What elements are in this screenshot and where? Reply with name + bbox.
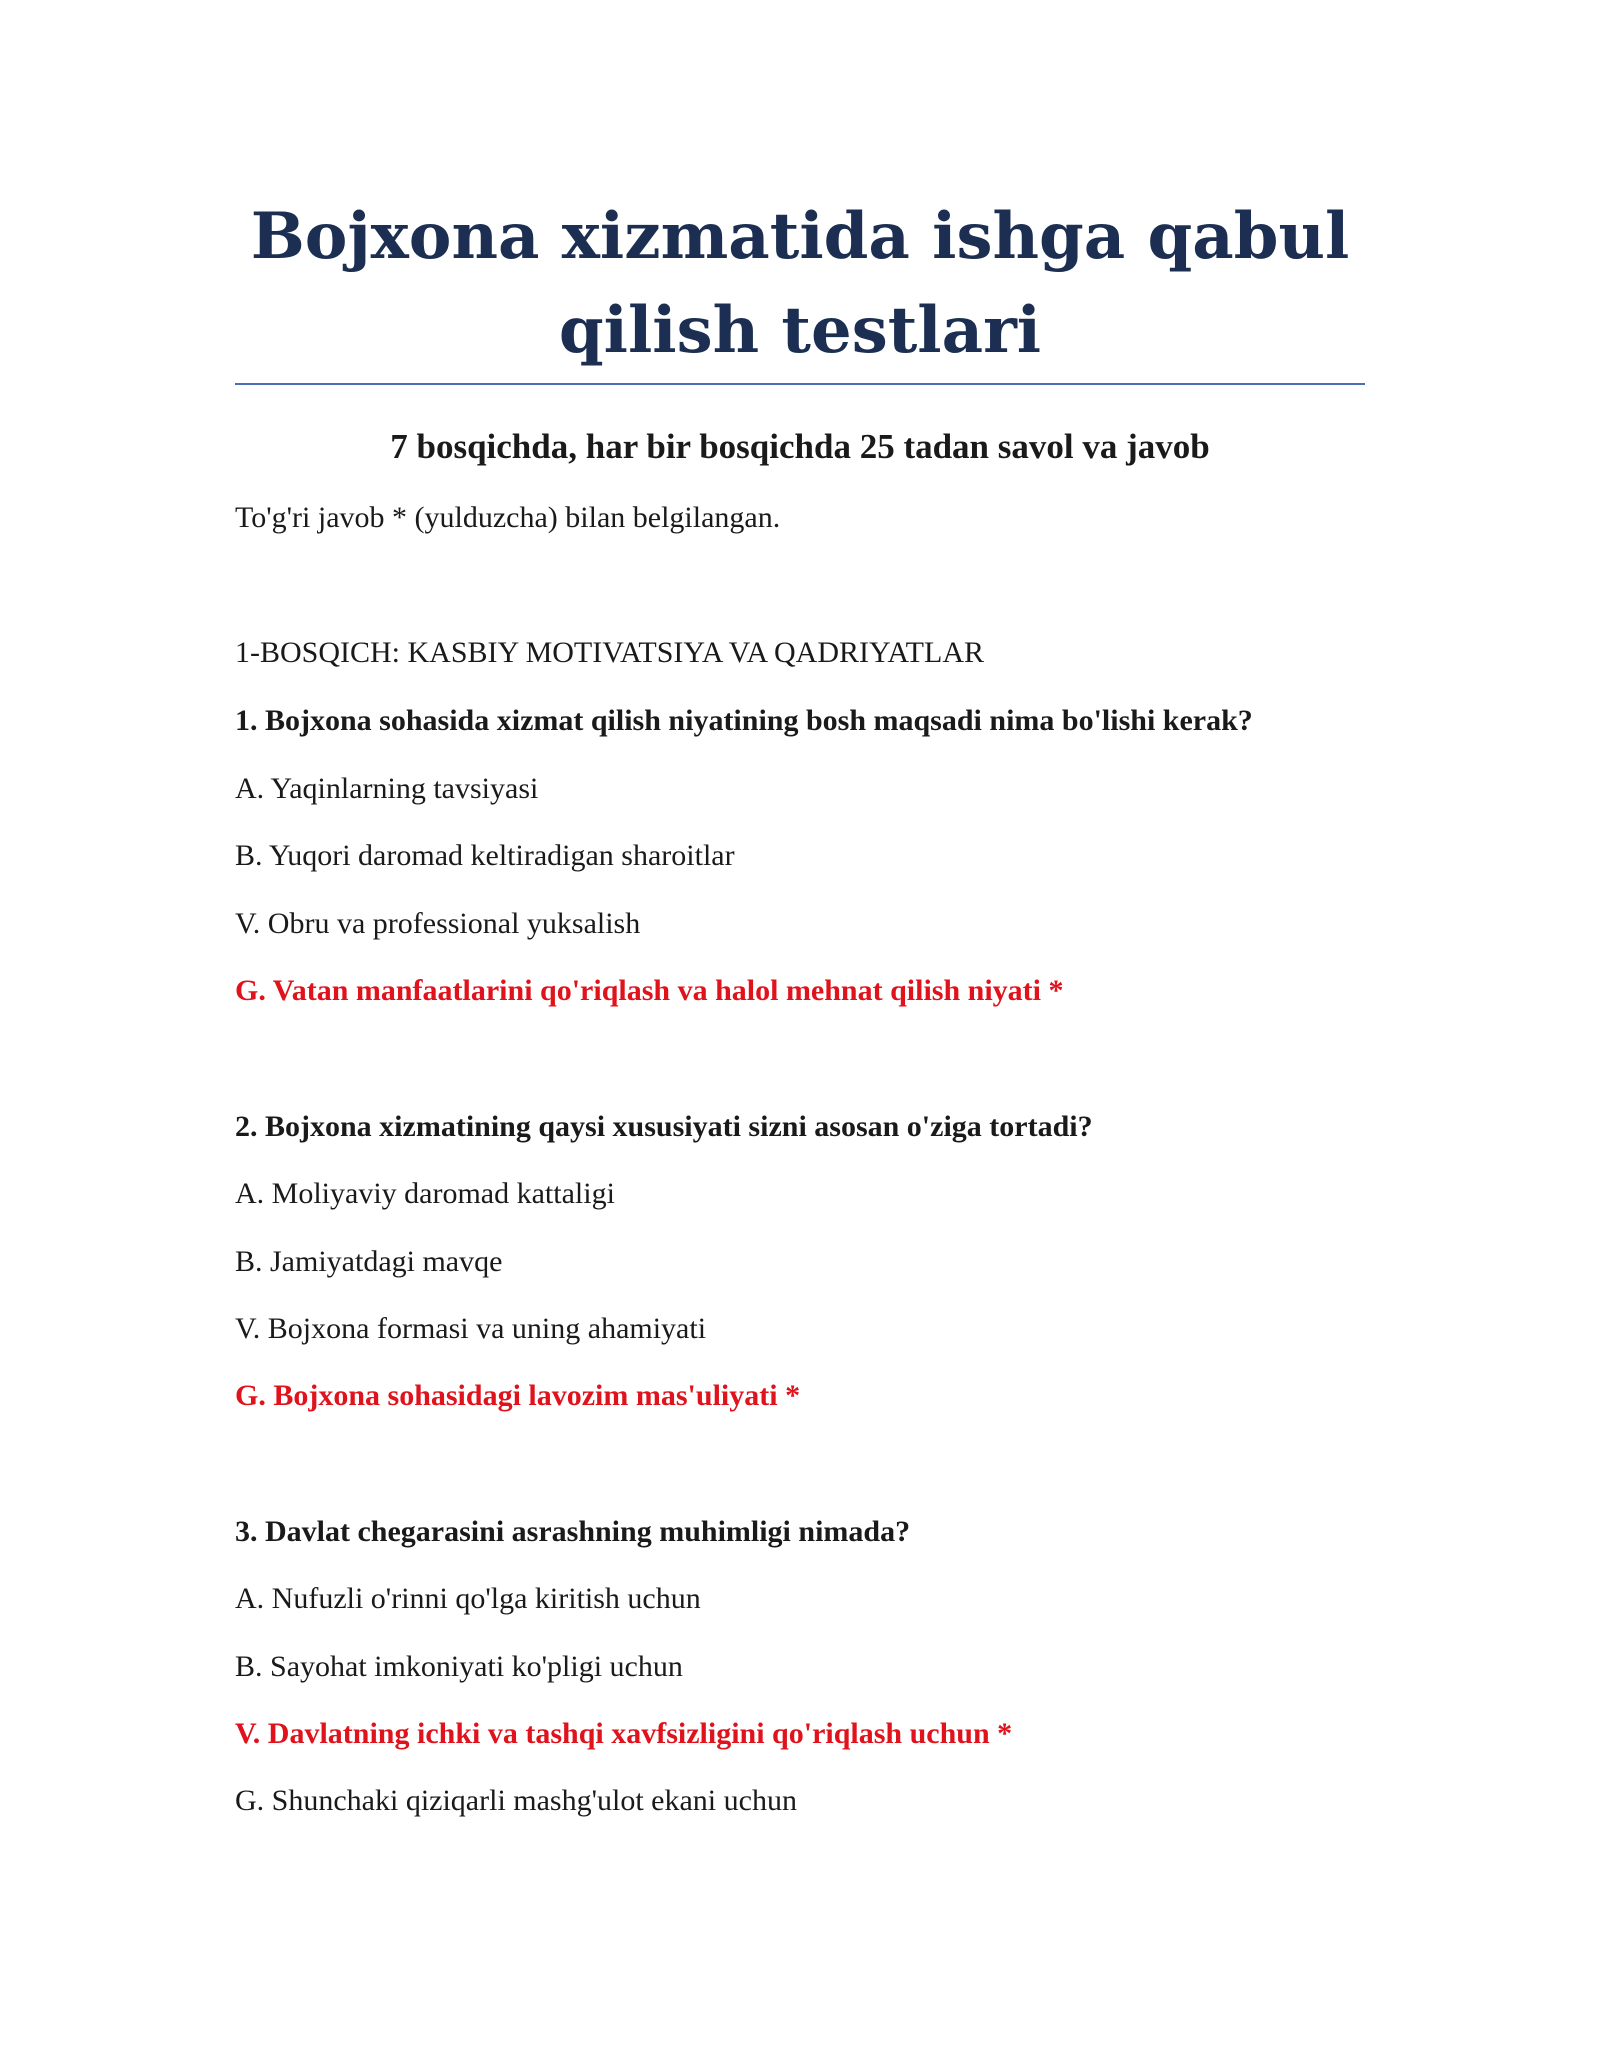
document-subtitle: 7 bosqichda, har bir bosqichda 25 tadan savol va javob [390,427,1210,466]
answer-key-note: To'g'ri javob * (yulduzcha) bilan belgilangan. [235,501,781,534]
answer-option: A. Nufuzli o'rinni qo'lga kiritish uchun [235,1582,701,1615]
answer-option: G. Shunchaki qiziqarli mashg'ulot ekani uchun [235,1784,797,1817]
answer-option: B. Sayohat imkoniyati ko'pligi uchun [235,1650,683,1683]
document-title: Bojxona xizmatida ishga qabul qilish testlari [250,199,1350,368]
answer-option: A. Yaqinlarning tavsiyasi [235,772,539,805]
correct-answer-option: G. Bojxona sohasidagi lavozim mas'uliyati * [235,1379,801,1412]
correct-answer-option: G. Vatan manfaatlarini qo'riqlash va halol mehnat qilish niyati * [235,974,1064,1007]
answer-option: A. Moliyaviy daromad kattaligi [235,1177,615,1210]
section-title: 1-BOSQICH: KASBIY MOTIVATSIYA VA QADRIYATLAR [235,636,984,669]
correct-answer-option: V. Davlatning ichki va tashqi xavfsizligini qo'riqlash uchun * [235,1717,1013,1750]
question-text: 3. Davlat chegarasini asrashning muhimligi nimada? [235,1515,911,1548]
question-text: 2. Bojxona xizmatining qaysi xususiyati sizni asosan o'ziga tortadi? [235,1110,1093,1143]
question-text: 1. Bojxona sohasida xizmat qilish niyatining bosh maqsadi nima bo'lishi kerak? [235,704,1253,737]
answer-option: V. Obru va professional yuksalish [235,907,641,940]
answer-option: B. Yuqori daromad keltiradigan sharoitlar [235,839,735,872]
title-divider [235,383,1365,385]
answer-option: B. Jamiyatdagi mavqe [235,1245,503,1278]
answer-option: V. Bojxona formasi va uning ahamiyati [235,1312,707,1345]
